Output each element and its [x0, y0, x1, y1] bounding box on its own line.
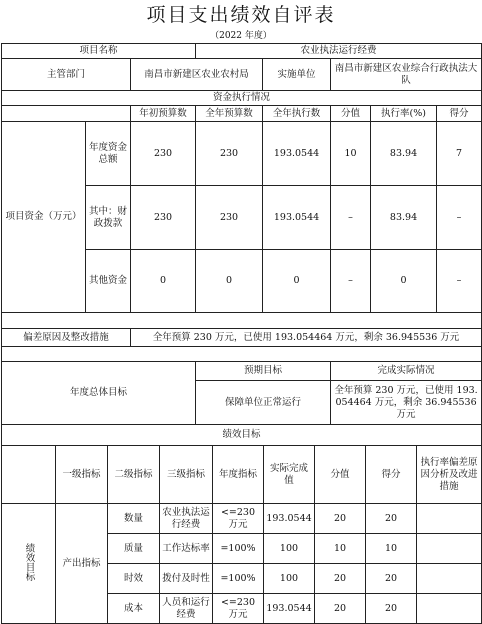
goal-actual-value: 全年预算 230 万元，已使用 193.054464 万元，剩余 36.945536 万元: [331, 381, 482, 425]
funds-cell: 230: [131, 186, 196, 250]
perf-score: 20: [366, 594, 417, 624]
deviation-text: 全年预算 230 万元，已使用 193.054464 万元，剩余 36.945536 万元: [131, 329, 482, 347]
funds-cell: –: [437, 186, 482, 250]
perf-level3: 农业执法运行经费: [160, 504, 213, 534]
col-header-score: 得分: [437, 106, 482, 122]
perf-target: <=230 万元: [213, 594, 264, 624]
funds-cell: 7: [437, 122, 482, 186]
perf-score: 20: [366, 564, 417, 594]
perf-header-target: 年度指标: [213, 446, 264, 504]
perf-note: [417, 534, 482, 564]
perf-target: =100%: [213, 534, 264, 564]
project-name-value: 农业执法运行经费: [196, 44, 482, 59]
dept-value: 南昌市新建区农业农村局: [131, 59, 263, 91]
funds-cell: –: [437, 250, 482, 313]
perf-level2: 数量: [108, 504, 160, 534]
spacer-row: [2, 313, 482, 329]
perf-actual: 193.0544: [264, 594, 315, 624]
perf-header-deviation: 执行率偏差原因分析及改进措施: [417, 446, 482, 504]
perf-header-blank: [2, 446, 56, 504]
goal-actual-header: 完成实际情况: [331, 362, 482, 381]
funds-cell: 0: [131, 250, 196, 313]
perf-score-value: 20: [315, 594, 366, 624]
report-year: （2022 年度）: [210, 31, 272, 41]
col-header-rate: 执行率(%): [371, 106, 437, 122]
perf-level3: 拨付及时性: [160, 564, 213, 594]
report-title: 项目支出绩效自评表: [146, 4, 336, 26]
perf-actual: 100: [264, 534, 315, 564]
perf-score: 20: [366, 504, 417, 534]
deviation-label: 偏差原因及整改措施: [2, 329, 131, 347]
col-header-score-value: 分值: [331, 106, 371, 122]
perf-actual: 193.0544: [264, 504, 315, 534]
perf-header-level2: 二级指标: [108, 446, 160, 504]
perf-group-label: 绩效目标: [2, 504, 56, 624]
perf-score-value: 20: [315, 564, 366, 594]
perf-level2: 时效: [108, 564, 160, 594]
perf-header-level3: 三级指标: [160, 446, 213, 504]
col-header-annual: 全年预算数: [196, 106, 263, 122]
funds-cell: 83.94: [371, 122, 437, 186]
funds-cell: 230: [131, 122, 196, 186]
funds-row-label: 其他资金: [86, 250, 131, 313]
funds-cell: 230: [196, 186, 263, 250]
perf-note: [417, 564, 482, 594]
funds-group-label: 项目资金（万元）: [2, 122, 86, 313]
funds-cell: 0: [371, 250, 437, 313]
funds-row-label: 其中：财政拨款: [86, 186, 131, 250]
perf-header-level1: 一级指标: [56, 446, 108, 504]
goal-label: 年度总体目标: [2, 362, 196, 425]
funds-row-total: [2, 122, 482, 186]
perf-score-value: 20: [315, 504, 366, 534]
perf-target: <=230 万元: [213, 504, 264, 534]
perf-header-score-value: 分值: [315, 446, 366, 504]
funds-cell: –: [331, 250, 371, 313]
project-name-label: 项目名称: [2, 44, 196, 59]
perf-target: =100%: [213, 564, 264, 594]
perf-level3: 工作达标率: [160, 534, 213, 564]
spacer-row: [2, 347, 482, 362]
dept-label: 主管部门: [2, 59, 131, 91]
perf-section-title: 绩效目标: [2, 425, 482, 446]
funds-section-title: 资金执行情况: [2, 91, 482, 106]
funds-row-label: 年度资金总额: [86, 122, 131, 186]
perf-header-actual: 实际完成值: [264, 446, 315, 504]
funds-table: [1, 43, 482, 425]
funds-cell: 83.94: [371, 186, 437, 250]
perf-note: [417, 504, 482, 534]
impl-label: 实施单位: [263, 59, 331, 91]
perf-level2: 质量: [108, 534, 160, 564]
perf-row-quantity: [2, 504, 482, 534]
funds-cell: 0: [196, 250, 263, 313]
perf-actual: 100: [264, 564, 315, 594]
perf-level1-output: 产出指标: [56, 504, 108, 624]
perf-level3: 人员和运行经费: [160, 594, 213, 624]
funds-cell: 193.0544: [263, 122, 331, 186]
perf-score: 10: [366, 534, 417, 564]
col-header-executed: 全年执行数: [263, 106, 331, 122]
impl-value: 南昌市新建区农业综合行政执法大队: [331, 59, 482, 91]
performance-table: [1, 424, 482, 624]
goal-expected-value: 保障单位正常运行: [196, 381, 331, 425]
funds-cell: 230: [196, 122, 263, 186]
goal-expected-header: 预期目标: [196, 362, 331, 381]
funds-cell: 0: [263, 250, 331, 313]
funds-cell: –: [331, 186, 371, 250]
funds-cell: 10: [331, 122, 371, 186]
perf-header-score: 得分: [366, 446, 417, 504]
perf-score-value: 10: [315, 534, 366, 564]
funds-header-blank: [2, 106, 131, 122]
perf-note: [417, 594, 482, 624]
perf-level2: 成本: [108, 594, 160, 624]
funds-cell: 193.0544: [263, 186, 331, 250]
col-header-initial: 年初预算数: [131, 106, 196, 122]
